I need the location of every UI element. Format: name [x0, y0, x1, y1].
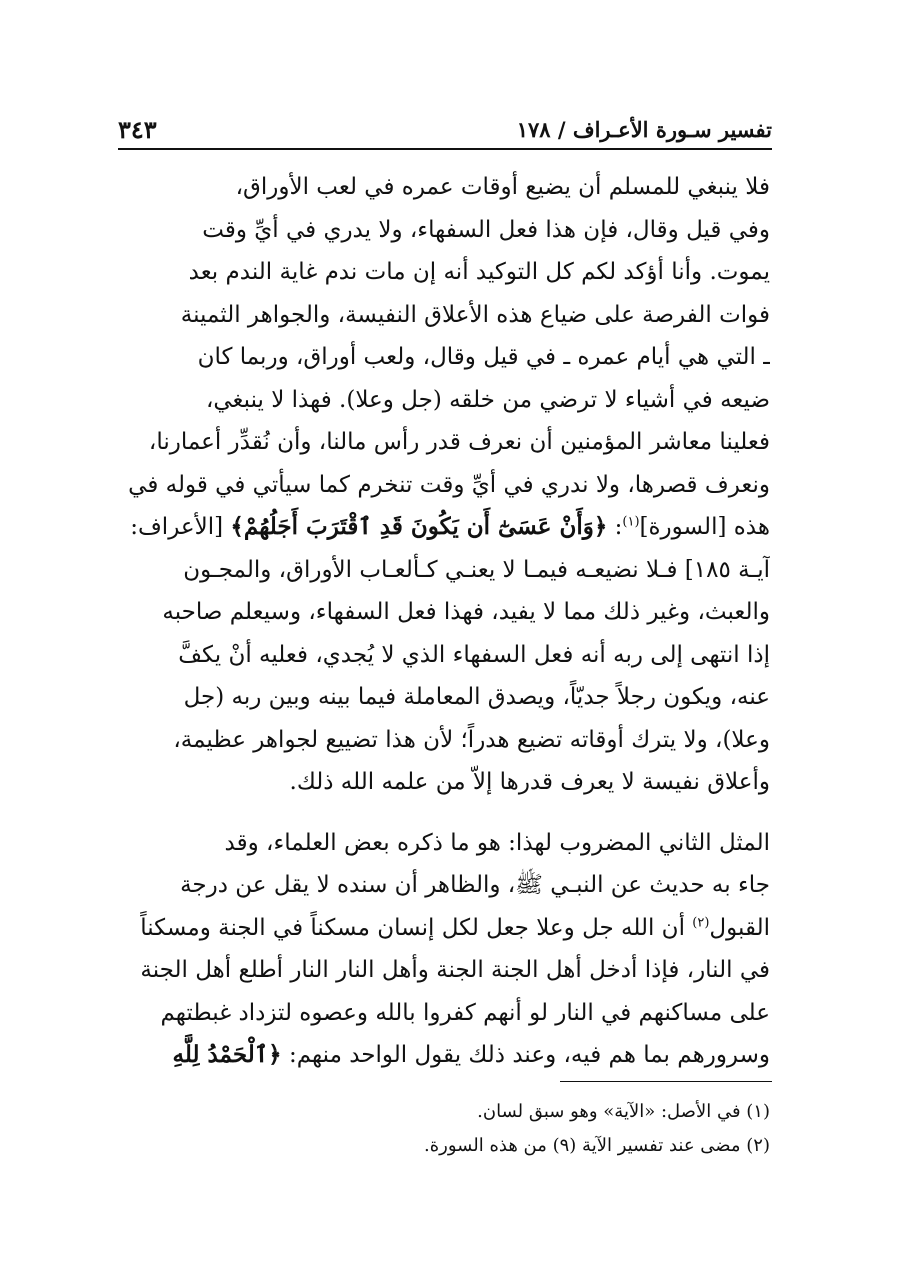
quran-verse: ﴿ٱلْحَمْدُ لِلَّهِ	[172, 1041, 282, 1068]
line-text: :	[614, 514, 623, 540]
text-line: فوات الفرصة على ضياع هذه الأعلاق النفيسة، والجواهر الثمينة	[180, 301, 770, 328]
page-number: ٣٤٣	[118, 115, 157, 144]
footnote-2: (٢) مضى عند تفسير الآية (٩) من هذه السورة.	[424, 1135, 770, 1156]
line-text: [الأعراف:	[130, 514, 224, 540]
line-text: القبول	[709, 914, 770, 941]
line-text: وسرورهم بما هم فيه، وعند ذلك يقول الواحد منهم:	[288, 1042, 770, 1068]
text-line: فعلينا معاشر المؤمنين أن نعرف قدر رأس مالنا، وأن نُقدِّر أعمارنا،	[148, 429, 770, 455]
footnote-separator	[560, 1081, 772, 1082]
text-line: في النار، فإذا أدخل أهل الجنة الجنة وأهل النار النار أطلع أهل الجنة	[140, 957, 770, 983]
text-line: ضيعه في أشياء لا ترضي من خلقه (جل وعلا). فهذا لا ينبغي،	[205, 386, 770, 413]
text-line: على مساكنهم في النار لو أنهم كفروا بالله وعصوه لتزداد غبطتهم	[160, 999, 770, 1026]
text-line-with-footnote	[120, 907, 770, 950]
text-line-with-quran	[120, 1034, 770, 1077]
text-line: المثل الثاني المضروب لهذا: هو ما ذكره بعض العلماء، وقد	[224, 829, 770, 856]
text-line: جاء به حديث عن النبـي ﷺ، والظاهر أن سنده لا يقل عن درجة	[180, 872, 770, 898]
page-header	[118, 108, 772, 150]
text-line: إذا انتهى إلى ربه أنه فعل السفهاء الذي لا يُجدي، فعليه أنْ يكفَّ	[178, 641, 770, 668]
text-line: ـ التي هي أيام عمره ـ في قيل وقال، ولعب أوراق، وربما كان	[197, 344, 770, 370]
text-line: وفي قيل وقال، فإن هذا فعل السفهاء، ولا يدري في أيِّ وقت	[202, 216, 770, 243]
text-line: فلا ينبغي للمسلم أن يضيع أوقات عمره في لعب الأوراق،	[235, 174, 770, 200]
running-title: تفسير سـورة الأعـراف / ١٧٨	[516, 117, 772, 142]
text-line-with-quran	[120, 506, 770, 549]
line-text: أن الله جل وعلا جعل لكل إنسان مسكناً في الجنة ومسكناً	[140, 914, 693, 941]
text-line: عنه، ويكون رجلاً جديّاً، ويصدق المعاملة فيما بينه وبين ربه (جل	[183, 684, 770, 710]
text-line: آيـة ١٨٥] فـلا نضيعـه فيمـا لا يعنـي كـألعـاب الأوراق، والمجـون	[183, 556, 770, 583]
text-line: وعلا)، ولا يترك أوقاته تضيع هدراً؛ لأن هذا تضييع لجواهر عظيمة،	[173, 726, 770, 753]
text-line: يموت. وأنا أؤكد لكم كل التوكيد أنه إن مات ندم غاية الندم بعد	[188, 259, 770, 285]
text-line: ونعرف قصرها، ولا ندري في أيِّ وقت تنخرم كما سيأتي في قوله في	[128, 471, 770, 498]
footnote-marker-1: (١)	[622, 514, 640, 530]
quran-verse: ﴿وَأَنْ عَسَىٰٓ أَن يَكُونَ قَدِ ٱقْتَرَبَ أَجَلُهُمْ﴾	[230, 513, 608, 540]
text-line: والعبث، وغير ذلك مما لا يفيد، فهذا فعل السفهاء، وسيعلم صاحبه	[162, 599, 770, 625]
text-line: وأعلاق نفيسة لا يعرف قدرها إلاّ من علمه الله ذلك.	[289, 769, 770, 795]
line-text: هذه [السورة]	[639, 514, 770, 540]
paragraph-gap	[120, 804, 770, 822]
main-text	[120, 166, 770, 1077]
footnote-marker-2: (٢)	[692, 914, 710, 930]
footnote-1: (١) في الأصل: «الآية» وهو سبق لسان.	[477, 1101, 770, 1122]
footnotes	[120, 1095, 770, 1163]
